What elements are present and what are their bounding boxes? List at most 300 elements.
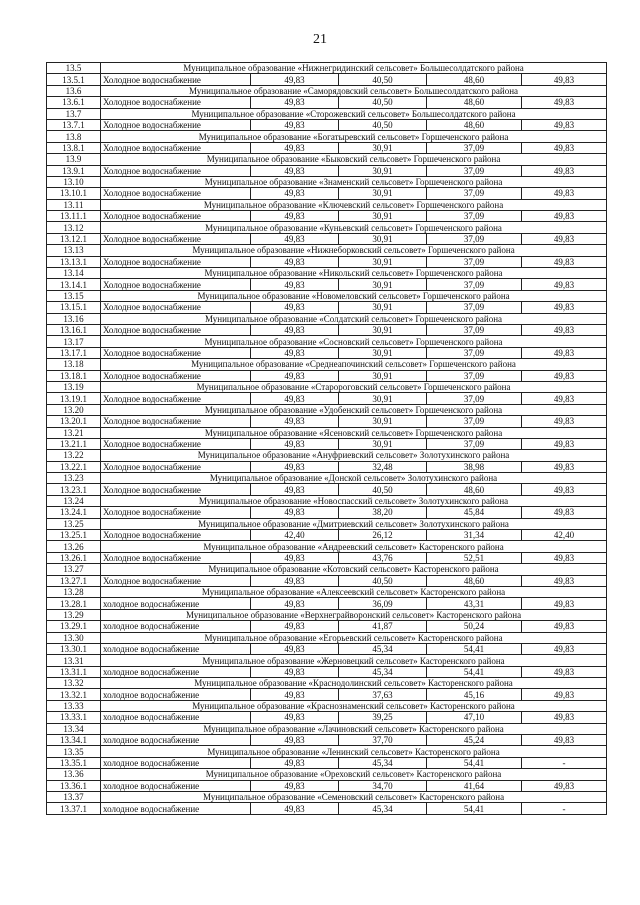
tariff-value-3: 48,60	[427, 575, 522, 586]
tariff-value-4: 49,83	[522, 74, 607, 85]
tariff-value-2: 40,50	[339, 97, 427, 108]
municipality-title: Муниципальное образование «Котовский сельсовет» Касторенского района	[101, 564, 607, 575]
service-name: холодное водоснабжение	[101, 643, 251, 654]
tariff-row	[47, 302, 607, 313]
tariff-row	[47, 370, 607, 381]
municipality-title: Муниципальное образование «Нижнегридинский сельсовет» Большесолдатского района	[101, 63, 607, 74]
municipality-header-row	[47, 313, 607, 324]
tariff-value-1: 49,83	[251, 484, 339, 495]
tariff-value-2: 37,63	[339, 689, 427, 700]
item-code: 13.32.1	[47, 689, 101, 700]
section-code: 13.28	[47, 586, 101, 597]
item-code: 13.31.1	[47, 666, 101, 677]
tariff-value-2: 40,50	[339, 119, 427, 130]
tariff-value-2: 26,12	[339, 530, 427, 541]
item-code: 13.24.1	[47, 507, 101, 518]
item-code: 13.5.1	[47, 74, 101, 85]
tariff-value-1: 49,83	[251, 165, 339, 176]
tariff-value-1: 49,83	[251, 393, 339, 404]
municipality-title: Муниципальное образование «Дмитриевский сельсовет» Золотухинского района	[101, 518, 607, 529]
municipality-title: Муниципальное образование «Богатыревский сельсовет» Горшеченского района	[101, 131, 607, 142]
service-name: Холодное водоснабжение	[101, 233, 251, 244]
service-name: Холодное водоснабжение	[101, 74, 251, 85]
service-name: Холодное водоснабжение	[101, 393, 251, 404]
item-code: 13.11.1	[47, 211, 101, 222]
item-code: 13.36.1	[47, 780, 101, 791]
tariff-value-2: 30,91	[339, 324, 427, 335]
tariff-value-1: 49,83	[251, 97, 339, 108]
tariff-row	[47, 233, 607, 244]
tariff-value-4: 49,83	[522, 552, 607, 563]
tariff-value-4: 49,83	[522, 780, 607, 791]
tariff-value-1: 49,83	[251, 598, 339, 609]
section-code: 13.26	[47, 541, 101, 552]
tariff-value-3: 52,51	[427, 552, 522, 563]
municipality-title: Муниципальное образование «Сосновский сельсовет» Горшеченского района	[101, 336, 607, 347]
service-name: холодное водоснабжение	[101, 735, 251, 746]
section-code: 13.14	[47, 268, 101, 279]
tariff-value-2: 30,91	[339, 188, 427, 199]
tariff-row	[47, 552, 607, 563]
municipality-title: Муниципальное образование «Краснознаменский сельсовет» Касторенского района	[101, 700, 607, 711]
tariff-value-1: 49,83	[251, 347, 339, 358]
item-code: 13.25.1	[47, 530, 101, 541]
item-code: 13.17.1	[47, 347, 101, 358]
tariff-value-1: 49,83	[251, 507, 339, 518]
municipality-title: Муниципальное образование «Среднеапочинский сельсовет» Горшеченского района	[101, 359, 607, 370]
item-code: 13.9.1	[47, 165, 101, 176]
tariff-value-3: 37,09	[427, 370, 522, 381]
municipality-title: Муниципальное образование «Ключевский сельсовет» Горшеченского района	[101, 199, 607, 210]
item-code: 13.23.1	[47, 484, 101, 495]
tariff-value-4: 49,83	[522, 438, 607, 449]
item-code: 13.16.1	[47, 324, 101, 335]
tariff-value-4: 49,83	[522, 643, 607, 654]
tariff-value-4: 49,83	[522, 347, 607, 358]
section-code: 13.23	[47, 473, 101, 484]
tariff-table-body	[47, 63, 607, 815]
municipality-header-row	[47, 518, 607, 529]
tariff-value-4: 49,83	[522, 119, 607, 130]
tariff-row	[47, 780, 607, 791]
service-name: Холодное водоснабжение	[101, 530, 251, 541]
municipality-header-row	[47, 427, 607, 438]
service-name: холодное водоснабжение	[101, 757, 251, 768]
service-name: Холодное водоснабжение	[101, 256, 251, 267]
tariff-row	[47, 324, 607, 335]
tariff-row	[47, 211, 607, 222]
tariff-value-3: 37,09	[427, 279, 522, 290]
municipality-header-row	[47, 541, 607, 552]
municipality-header-row	[47, 655, 607, 666]
tariff-value-3: 37,09	[427, 302, 522, 313]
tariff-value-4: 49,83	[522, 416, 607, 427]
tariff-value-4: 49,83	[522, 621, 607, 632]
section-code: 13.16	[47, 313, 101, 324]
tariff-value-4: 49,83	[522, 735, 607, 746]
tariff-value-3: 31,34	[427, 530, 522, 541]
tariff-value-4: 49,83	[522, 598, 607, 609]
item-code: 13.37.1	[47, 803, 101, 814]
municipality-title: Муниципальное образование «Жерновецкий сельсовет» Касторенского района	[101, 655, 607, 666]
tariff-value-2: 36,09	[339, 598, 427, 609]
tariff-value-1: 49,83	[251, 552, 339, 563]
tariff-value-1: 49,83	[251, 416, 339, 427]
tariff-value-4: 49,83	[522, 575, 607, 586]
tariff-value-2: 40,50	[339, 484, 427, 495]
section-code: 13.22	[47, 450, 101, 461]
municipality-title: Муниципальное образование «Лачиновский сельсовет» Касторенского района	[101, 723, 607, 734]
section-code: 13.24	[47, 495, 101, 506]
municipality-title: Муниципальное образование «Семеновский сельсовет» Касторенского района	[101, 792, 607, 803]
section-code: 13.8	[47, 131, 101, 142]
service-name: Холодное водоснабжение	[101, 484, 251, 495]
section-code: 13.25	[47, 518, 101, 529]
item-code: 13.19.1	[47, 393, 101, 404]
municipality-title: Муниципальное образование «Верхнеграйворонский сельсовет» Касторенского района	[101, 609, 607, 620]
item-code: 13.27.1	[47, 575, 101, 586]
municipality-header-row	[47, 678, 607, 689]
municipality-title: Муниципальное образование «Ореховский сельсовет» Касторенского района	[101, 769, 607, 780]
municipality-header-row	[47, 63, 607, 74]
service-name: Холодное водоснабжение	[101, 347, 251, 358]
municipality-title: Муниципальное образование «Куньевский сельсовет» Горшеченского района	[101, 222, 607, 233]
tariff-value-4: 49,83	[522, 689, 607, 700]
item-code: 13.26.1	[47, 552, 101, 563]
tariff-value-3: 38,98	[427, 461, 522, 472]
tariff-value-4: 49,83	[522, 324, 607, 335]
tariff-row	[47, 416, 607, 427]
tariff-value-3: 54,41	[427, 666, 522, 677]
municipality-header-row	[47, 222, 607, 233]
tariff-value-1: 49,83	[251, 621, 339, 632]
tariff-row	[47, 256, 607, 267]
tariff-value-2: 41,87	[339, 621, 427, 632]
tariff-value-4: 49,83	[522, 211, 607, 222]
tariff-value-2: 30,91	[339, 211, 427, 222]
service-name: Холодное водоснабжение	[101, 142, 251, 153]
municipality-title: Муниципальное образование «Никольский сельсовет» Горшеченского района	[101, 268, 607, 279]
section-code: 13.9	[47, 154, 101, 165]
tariff-value-2: 45,34	[339, 757, 427, 768]
tariff-value-1: 49,83	[251, 302, 339, 313]
tariff-value-4: 49,83	[522, 233, 607, 244]
tariff-value-2: 43,76	[339, 552, 427, 563]
section-code: 13.15	[47, 290, 101, 301]
item-code: 13.35.1	[47, 757, 101, 768]
section-code: 13.10	[47, 176, 101, 187]
section-code: 13.5	[47, 63, 101, 74]
section-code: 13.29	[47, 609, 101, 620]
tariff-value-3: 48,60	[427, 97, 522, 108]
item-code: 13.18.1	[47, 370, 101, 381]
service-name: холодное водоснабжение	[101, 803, 251, 814]
item-code: 13.34.1	[47, 735, 101, 746]
service-name: холодное водоснабжение	[101, 598, 251, 609]
tariff-row	[47, 142, 607, 153]
service-name: холодное водоснабжение	[101, 689, 251, 700]
item-code: 13.14.1	[47, 279, 101, 290]
item-code: 13.10.1	[47, 188, 101, 199]
tariff-value-2: 30,91	[339, 302, 427, 313]
municipality-header-row	[47, 336, 607, 347]
municipality-header-row	[47, 199, 607, 210]
service-name: Холодное водоснабжение	[101, 416, 251, 427]
tariff-value-2: 39,25	[339, 712, 427, 723]
tariff-value-1: 49,83	[251, 643, 339, 654]
tariff-value-2: 30,91	[339, 279, 427, 290]
item-code: 13.28.1	[47, 598, 101, 609]
tariff-value-1: 49,83	[251, 666, 339, 677]
tariff-value-4: 49,83	[522, 279, 607, 290]
section-code: 13.20	[47, 404, 101, 415]
tariff-row	[47, 803, 607, 814]
tariff-value-2: 38,20	[339, 507, 427, 518]
service-name: Холодное водоснабжение	[101, 188, 251, 199]
municipality-title: Муниципальное образование «Удобенский сельсовет» Горшеченского района	[101, 404, 607, 415]
municipality-title: Муниципальное образование «Быковский сельсовет» Горшеченского района	[101, 154, 607, 165]
tariff-row	[47, 74, 607, 85]
item-code: 13.6.1	[47, 97, 101, 108]
section-code: 13.11	[47, 199, 101, 210]
item-code: 13.7.1	[47, 119, 101, 130]
section-code: 13.33	[47, 700, 101, 711]
service-name: Холодное водоснабжение	[101, 575, 251, 586]
tariff-value-3: 45,84	[427, 507, 522, 518]
tariff-value-3: 37,09	[427, 393, 522, 404]
tariff-row	[47, 438, 607, 449]
tariff-row	[47, 643, 607, 654]
tariff-value-2: 37,70	[339, 735, 427, 746]
tariff-value-3: 37,09	[427, 165, 522, 176]
tariff-value-3: 50,24	[427, 621, 522, 632]
tariff-value-3: 54,41	[427, 757, 522, 768]
service-name: холодное водоснабжение	[101, 621, 251, 632]
municipality-title: Муниципальное образование «Ясеновский сельсовет» Горшеченского района	[101, 427, 607, 438]
service-name: Холодное водоснабжение	[101, 552, 251, 563]
section-code: 13.31	[47, 655, 101, 666]
tariff-value-1: 49,83	[251, 689, 339, 700]
service-name: Холодное водоснабжение	[101, 119, 251, 130]
tariff-row	[47, 621, 607, 632]
tariff-value-2: 30,91	[339, 416, 427, 427]
tariff-value-1: 49,83	[251, 324, 339, 335]
tariff-value-4: 49,83	[522, 461, 607, 472]
tariff-value-4: 49,83	[522, 712, 607, 723]
municipality-title: Муниципальное образование «Андреевский сельсовет» Касторенского района	[101, 541, 607, 552]
tariff-value-4: 49,83	[522, 507, 607, 518]
municipality-header-row	[47, 154, 607, 165]
tariff-value-3: 37,09	[427, 438, 522, 449]
municipality-header-row	[47, 609, 607, 620]
item-code: 13.20.1	[47, 416, 101, 427]
tariff-value-3: 45,24	[427, 735, 522, 746]
municipality-header-row	[47, 473, 607, 484]
section-code: 13.34	[47, 723, 101, 734]
tariff-value-4: 49,83	[522, 142, 607, 153]
tariff-row	[47, 393, 607, 404]
tariff-row	[47, 461, 607, 472]
service-name: Холодное водоснабжение	[101, 97, 251, 108]
tariff-value-4: 49,83	[522, 393, 607, 404]
tariff-value-1: 49,83	[251, 757, 339, 768]
tariff-value-2: 30,91	[339, 347, 427, 358]
tariff-value-2: 45,34	[339, 666, 427, 677]
section-code: 13.21	[47, 427, 101, 438]
section-code: 13.13	[47, 245, 101, 256]
service-name: Холодное водоснабжение	[101, 302, 251, 313]
municipality-header-row	[47, 131, 607, 142]
tariff-row	[47, 666, 607, 677]
tariff-value-3: 43,31	[427, 598, 522, 609]
tariff-value-2: 34,70	[339, 780, 427, 791]
tariff-value-4: 49,83	[522, 188, 607, 199]
tariff-value-3: 37,09	[427, 233, 522, 244]
municipality-header-row	[47, 450, 607, 461]
tariff-value-1: 49,83	[251, 233, 339, 244]
section-code: 13.35	[47, 746, 101, 757]
municipality-header-row	[47, 381, 607, 392]
service-name: холодное водоснабжение	[101, 666, 251, 677]
tariff-value-3: 48,60	[427, 484, 522, 495]
page-number: 21	[313, 32, 327, 47]
municipality-header-row	[47, 176, 607, 187]
tariff-value-2: 30,91	[339, 370, 427, 381]
tariff-value-4: 49,83	[522, 97, 607, 108]
municipality-header-row	[47, 700, 607, 711]
municipality-header-row	[47, 632, 607, 643]
municipality-title: Муниципальное образование «Новоспасский сельсовет» Золотухинского района	[101, 495, 607, 506]
tariff-value-1: 49,83	[251, 279, 339, 290]
section-code: 13.19	[47, 381, 101, 392]
municipality-header-row	[47, 359, 607, 370]
tariff-value-1: 49,83	[251, 803, 339, 814]
tariff-value-2: 40,50	[339, 74, 427, 85]
municipality-title: Муниципальное образование «Старороговский сельсовет» Горшеченского района	[101, 381, 607, 392]
service-name: холодное водоснабжение	[101, 712, 251, 723]
tariff-value-1: 49,83	[251, 712, 339, 723]
municipality-header-row	[47, 769, 607, 780]
item-code: 13.29.1	[47, 621, 101, 632]
tariff-value-1: 49,83	[251, 74, 339, 85]
tariff-value-1: 49,83	[251, 188, 339, 199]
tariff-value-1: 49,83	[251, 119, 339, 130]
tariff-value-2: 30,91	[339, 142, 427, 153]
municipality-title: Муниципальное образование «Сторожевский сельсовет» Большесолдатского района	[101, 108, 607, 119]
municipality-header-row	[47, 85, 607, 96]
tariff-value-4: 49,83	[522, 165, 607, 176]
tariff-value-1: 42,40	[251, 530, 339, 541]
municipality-header-row	[47, 792, 607, 803]
tariff-value-3: 37,09	[427, 416, 522, 427]
section-code: 13.30	[47, 632, 101, 643]
item-code: 13.33.1	[47, 712, 101, 723]
tariff-value-2: 45,34	[339, 643, 427, 654]
item-code: 13.8.1	[47, 142, 101, 153]
tariff-row	[47, 735, 607, 746]
tariff-value-4: -	[522, 757, 607, 768]
tariff-value-2: 30,91	[339, 165, 427, 176]
municipality-title: Муниципальное образование «Ануфриевский сельсовет» Золотухинского района	[101, 450, 607, 461]
tariff-value-3: 48,60	[427, 74, 522, 85]
tariff-row	[47, 119, 607, 130]
tariff-value-1: 49,83	[251, 256, 339, 267]
tariff-value-2: 30,91	[339, 393, 427, 404]
tariff-value-1: 49,83	[251, 142, 339, 153]
tariff-value-1: 49,83	[251, 211, 339, 222]
tariff-value-3: 45,16	[427, 689, 522, 700]
tariff-value-3: 41,64	[427, 780, 522, 791]
municipality-header-row	[47, 746, 607, 757]
municipality-title: Муниципальное образование «Знаменский сельсовет» Горшеченского района	[101, 176, 607, 187]
item-code: 13.30.1	[47, 643, 101, 654]
service-name: Холодное водоснабжение	[101, 370, 251, 381]
municipality-header-row	[47, 108, 607, 119]
tariff-value-1: 49,83	[251, 780, 339, 791]
municipality-title: Муниципальное образование «Краснодолинский сельсовет» Касторенского района	[101, 678, 607, 689]
section-code: 13.7	[47, 108, 101, 119]
tariff-table	[46, 62, 607, 815]
tariff-row	[47, 97, 607, 108]
tariff-row	[47, 530, 607, 541]
tariff-value-4: -	[522, 803, 607, 814]
municipality-header-row	[47, 723, 607, 734]
municipality-title: Муниципальное образование «Егорьевский сельсовет» Касторенского района	[101, 632, 607, 643]
tariff-row	[47, 188, 607, 199]
service-name: Холодное водоснабжение	[101, 324, 251, 335]
tariff-value-3: 54,41	[427, 643, 522, 654]
tariff-row	[47, 575, 607, 586]
municipality-header-row	[47, 290, 607, 301]
tariff-row	[47, 347, 607, 358]
tariff-row	[47, 279, 607, 290]
municipality-header-row	[47, 564, 607, 575]
tariff-row	[47, 484, 607, 495]
section-code: 13.27	[47, 564, 101, 575]
tariff-value-1: 49,83	[251, 461, 339, 472]
tariff-row	[47, 689, 607, 700]
section-code: 13.17	[47, 336, 101, 347]
tariff-value-4: 49,83	[522, 666, 607, 677]
municipality-title: Муниципальное образование «Алексеевский сельсовет» Касторенского района	[101, 586, 607, 597]
section-code: 13.6	[47, 85, 101, 96]
service-name: Холодное водоснабжение	[101, 461, 251, 472]
service-name: холодное водоснабжение	[101, 780, 251, 791]
tariff-value-3: 37,09	[427, 324, 522, 335]
tariff-value-4: 49,83	[522, 370, 607, 381]
tariff-value-3: 47,10	[427, 712, 522, 723]
tariff-value-1: 49,83	[251, 370, 339, 381]
municipality-header-row	[47, 268, 607, 279]
tariff-row	[47, 165, 607, 176]
service-name: Холодное водоснабжение	[101, 438, 251, 449]
service-name: Холодное водоснабжение	[101, 279, 251, 290]
tariff-value-3: 37,09	[427, 142, 522, 153]
tariff-value-2: 45,34	[339, 803, 427, 814]
tariff-value-3: 54,41	[427, 803, 522, 814]
tariff-row	[47, 712, 607, 723]
municipality-header-row	[47, 245, 607, 256]
tariff-value-2: 40,50	[339, 575, 427, 586]
item-code: 13.21.1	[47, 438, 101, 449]
tariff-value-3: 37,09	[427, 211, 522, 222]
item-code: 13.13.1	[47, 256, 101, 267]
item-code: 13.12.1	[47, 233, 101, 244]
tariff-value-4: 49,83	[522, 256, 607, 267]
section-code: 13.37	[47, 792, 101, 803]
municipality-header-row	[47, 404, 607, 415]
municipality-header-row	[47, 586, 607, 597]
